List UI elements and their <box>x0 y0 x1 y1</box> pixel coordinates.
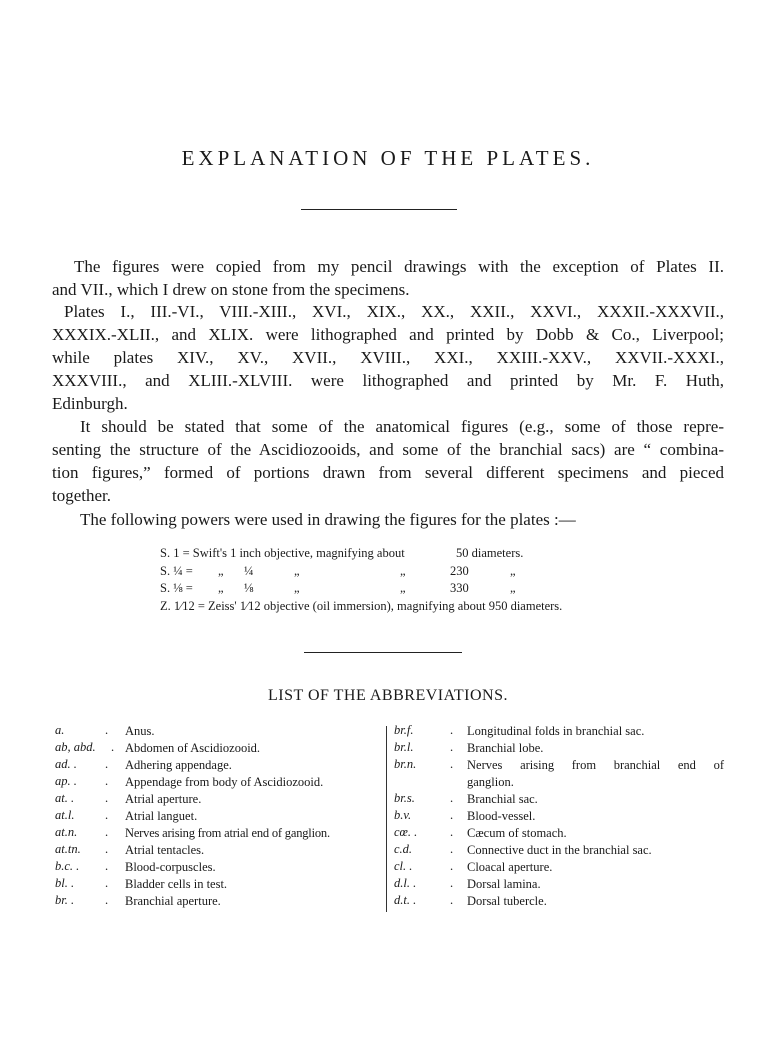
abbreviation-row <box>55 740 385 757</box>
abbreviation-leader: . <box>105 723 109 737</box>
abbreviation-leader: . <box>450 757 454 771</box>
powers-fraction: ¼ <box>244 563 254 578</box>
abbreviation-leader: . <box>105 842 109 856</box>
section-rule <box>304 652 462 653</box>
column-divider <box>386 726 387 912</box>
abbreviation-leader: . <box>450 842 454 856</box>
paragraph-line: The following powers were used in drawing the figures for the plates :— <box>80 510 576 529</box>
abbreviation-row <box>394 791 724 808</box>
abbreviation-row <box>55 842 385 859</box>
ditto-mark: „ <box>294 563 300 578</box>
abbreviation-definition: Atrial languet. <box>125 809 198 823</box>
powers-value: 230 <box>450 563 469 578</box>
paragraph-lithographers <box>52 300 724 415</box>
paragraph-line: XXXIX.-XLII., and XLIX. were lithographed and printed by Dobb & Co., Liverpool; <box>52 325 724 344</box>
ditto-mark: „ <box>400 563 406 578</box>
powers-fraction: ⅛ <box>244 581 254 595</box>
abbreviation-leader: . <box>105 791 109 805</box>
ditto-mark: „ <box>510 581 516 595</box>
abbreviation-key: br.f. <box>394 723 414 737</box>
abbreviation-key: cl. . <box>394 859 413 873</box>
powers-lens: S. ¼ = <box>160 563 193 578</box>
powers-lens: S. 1 = Swift's 1 inch objective, magnifying about <box>160 546 405 560</box>
abbreviation-key: at.l. <box>55 808 75 822</box>
abbreviation-definition: Cæcum of stomach. <box>467 826 567 840</box>
powers-lens: Z. 1⁄12 = Zeiss' 1⁄12 objective (oil immersion), magnifying about 950 diameters. <box>160 598 563 613</box>
paragraph-line: senting the structure of the Ascidiozooids, and some of the branchial sacs) are “ combina- <box>52 440 724 459</box>
abbreviation-row <box>55 723 385 740</box>
abbreviation-definition: Atrial tentacles. <box>125 843 205 857</box>
abbreviation-row <box>55 774 385 791</box>
abbreviation-definition: Blood-corpuscles. <box>125 860 216 874</box>
abbreviation-key: ad. . <box>55 757 77 771</box>
ditto-mark: „ <box>218 581 224 595</box>
ditto-mark: „ <box>294 581 300 595</box>
abbreviation-row <box>55 859 385 876</box>
paragraph-line: Edinburgh. <box>52 394 128 413</box>
abbreviation-definition: Cloacal aperture. <box>467 860 553 874</box>
abbreviation-key: br. . <box>55 893 75 907</box>
paragraph-combination-figures <box>52 415 724 507</box>
title-rule <box>301 209 457 210</box>
abbreviation-leader: . <box>450 740 454 754</box>
abbreviation-row <box>55 757 385 774</box>
abbreviation-leader: . <box>450 876 454 890</box>
paragraph-line: together. <box>52 486 112 505</box>
paragraph-line: Plates I., III.-VI., VIII.-XIII., XVI., XIX., XX., XXII., XXVI., XXXII.-XXXVII., <box>64 302 724 321</box>
abbreviation-key: at. . <box>55 791 75 805</box>
abbreviation-row <box>394 876 724 893</box>
abbreviations-left-column <box>55 723 385 910</box>
abbreviation-key: br.s. <box>394 791 415 805</box>
abbreviation-definition: Nerves arising from branchial end of ganglion. <box>467 758 724 789</box>
abbreviation-definition: Dorsal tubercle. <box>467 894 547 908</box>
abbreviation-leader: . <box>450 723 454 737</box>
abbreviation-key: at.tn. <box>55 842 81 856</box>
abbreviation-key: cœ. . <box>394 825 418 839</box>
paragraph-line: tion figures,” formed of portions drawn from several different specimens and pieced <box>52 463 724 482</box>
abbreviation-leader: . <box>450 859 454 873</box>
paragraph-plates-source <box>52 255 724 301</box>
paragraph-line: while plates XIV., XV., XVII., XVIII., XXI., XXIII.-XXV., XXVII.-XXXI., <box>52 348 724 367</box>
abbreviation-definition: Atrial aperture. <box>125 792 202 806</box>
abbreviation-leader: . <box>105 825 109 839</box>
page-title: EXPLANATION OF THE PLATES. <box>181 146 595 170</box>
ditto-mark: „ <box>218 563 224 578</box>
abbreviations-right-column <box>394 723 724 910</box>
abbreviation-leader: . <box>105 774 109 788</box>
abbreviation-key: br.l. <box>394 740 414 754</box>
abbreviation-leader: . <box>105 859 109 873</box>
paragraph-line: XXXVIII., and XLIII.-XLVIII. were lithographed and printed by Mr. F. Huth, <box>52 371 724 390</box>
abbreviation-row <box>394 842 724 859</box>
abbreviation-key: ap. . <box>55 774 77 788</box>
abbreviation-leader: . <box>450 791 454 805</box>
abbreviation-definition: Nerves arising from atrial end of ganglion. <box>125 826 330 840</box>
paragraph-powers-intro <box>52 508 724 531</box>
abbreviation-row <box>394 808 724 825</box>
abbreviation-row <box>55 791 385 808</box>
abbreviation-definition: Longitudinal folds in branchial sac. <box>467 724 645 738</box>
paragraph-line: The figures were copied from my pencil drawings with the exception of Plates II. <box>74 257 724 276</box>
abbreviation-row <box>394 893 724 910</box>
abbreviation-definition: Connective duct in the branchial sac. <box>467 843 652 857</box>
abbreviation-row <box>55 876 385 893</box>
abbreviation-definition: Blood-vessel. <box>467 809 536 823</box>
abbreviation-leader: . <box>105 876 109 890</box>
abbreviation-definition: Bladder cells in test. <box>125 877 228 891</box>
abbreviation-leader: . <box>105 757 109 771</box>
paragraph-line: and VII., which I drew on stone from the specimens. <box>52 280 410 299</box>
abbreviation-key: at.n. <box>55 825 78 839</box>
abbreviation-key: d.t. . <box>394 893 417 907</box>
abbreviation-key: c.d. <box>394 842 413 856</box>
ditto-mark: „ <box>510 563 516 578</box>
abbreviation-definition: Abdomen of Ascidiozooid. <box>125 741 261 755</box>
powers-value: 330 <box>450 581 469 595</box>
abbreviation-definition: Dorsal lamina. <box>467 877 541 891</box>
abbreviation-row <box>55 893 385 910</box>
abbreviation-leader: . <box>111 740 115 754</box>
abbreviation-key: a. <box>55 723 65 737</box>
abbreviation-row <box>55 808 385 825</box>
abbreviation-leader: . <box>450 825 454 839</box>
abbreviation-row <box>394 740 724 757</box>
abbreviation-key: d.l. . <box>394 876 417 890</box>
abbreviation-definition: Branchial lobe. <box>467 741 544 755</box>
abbreviation-leader: . <box>450 808 454 822</box>
abbreviation-key: ab, abd. <box>55 740 96 754</box>
abbreviation-row <box>394 757 724 791</box>
ditto-mark: „ <box>400 581 406 595</box>
abbreviation-key: bl. . <box>55 876 75 890</box>
paragraph-line: It should be stated that some of the anatomical figures (e.g., some of those repre- <box>80 417 724 436</box>
abbreviation-key: b.v. <box>394 808 412 822</box>
abbreviation-leader: . <box>450 893 454 907</box>
abbreviation-row <box>55 825 385 842</box>
abbreviation-key: b.c. . <box>55 859 80 873</box>
abbreviation-definition: Adhering appendage. <box>125 758 232 772</box>
abbreviation-row <box>394 825 724 842</box>
abbreviation-definition: Branchial aperture. <box>125 894 221 908</box>
abbreviation-row <box>394 859 724 876</box>
abbreviation-key: br.n. <box>394 757 417 771</box>
abbreviation-leader: . <box>105 893 109 907</box>
powers-lens: S. ⅛ = <box>160 581 193 595</box>
abbreviation-definition: Branchial sac. <box>467 792 538 806</box>
abbreviation-row <box>394 723 724 740</box>
abbreviation-leader: . <box>105 808 109 822</box>
abbreviation-definition: Anus. <box>125 724 155 738</box>
abbreviation-definition: Appendage from body of Ascidiozooid. <box>125 775 324 789</box>
powers-value: 50 diameters. <box>456 546 524 560</box>
abbreviations-title: LIST OF THE ABBREVIATIONS. <box>268 687 508 704</box>
